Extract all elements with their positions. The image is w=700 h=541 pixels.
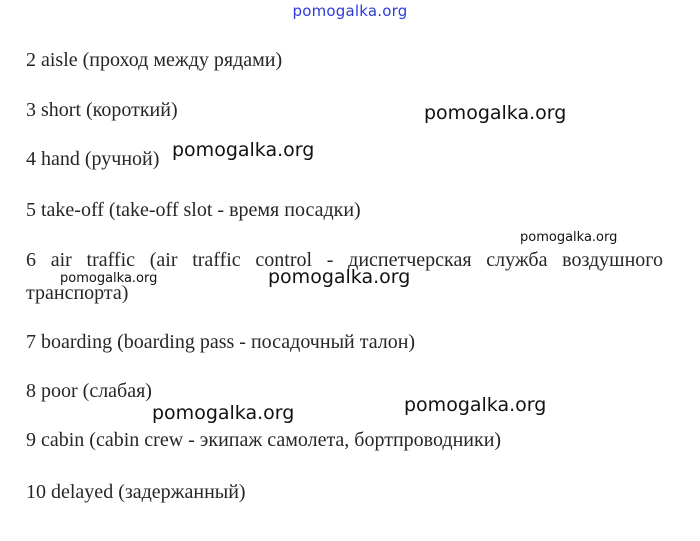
watermark: pomogalka.org [404,394,547,416]
vocab-line-2: 2 aisle (проход между рядами) [26,49,283,71]
vocab-line-7: 7 boarding (boarding pass - посадочный талон) [26,331,416,353]
vocab-line-5: 5 take-off (take-off slot - время посадки) [26,199,361,221]
watermark: pomogalka.org [424,102,567,124]
vocab-line-10: 10 delayed (задержанный) [26,481,246,503]
vocab-line-6: 6 air traffic (air traffic control - диспетчерская служба воздушного [26,249,663,271]
vocab-line-9: 9 cabin (cabin crew - экипаж самолета, бортпроводники) [26,429,502,451]
watermark: pomogalka.org [152,402,295,424]
watermark: pomogalka.org [520,230,618,245]
vocab-line-3: 3 short (короткий) [26,99,178,121]
vocab-line-4: 4 hand (ручной) [26,148,160,170]
vocab-line-6-continued: транспорта) [26,282,129,304]
watermark: pomogalka.org [172,139,315,161]
vocab-line-8: 8 poor (слабая) [26,380,152,402]
header-watermark: pomogalka.org [292,2,408,20]
watermark: pomogalka.org [268,266,411,288]
watermark: pomogalka.org [60,271,158,286]
